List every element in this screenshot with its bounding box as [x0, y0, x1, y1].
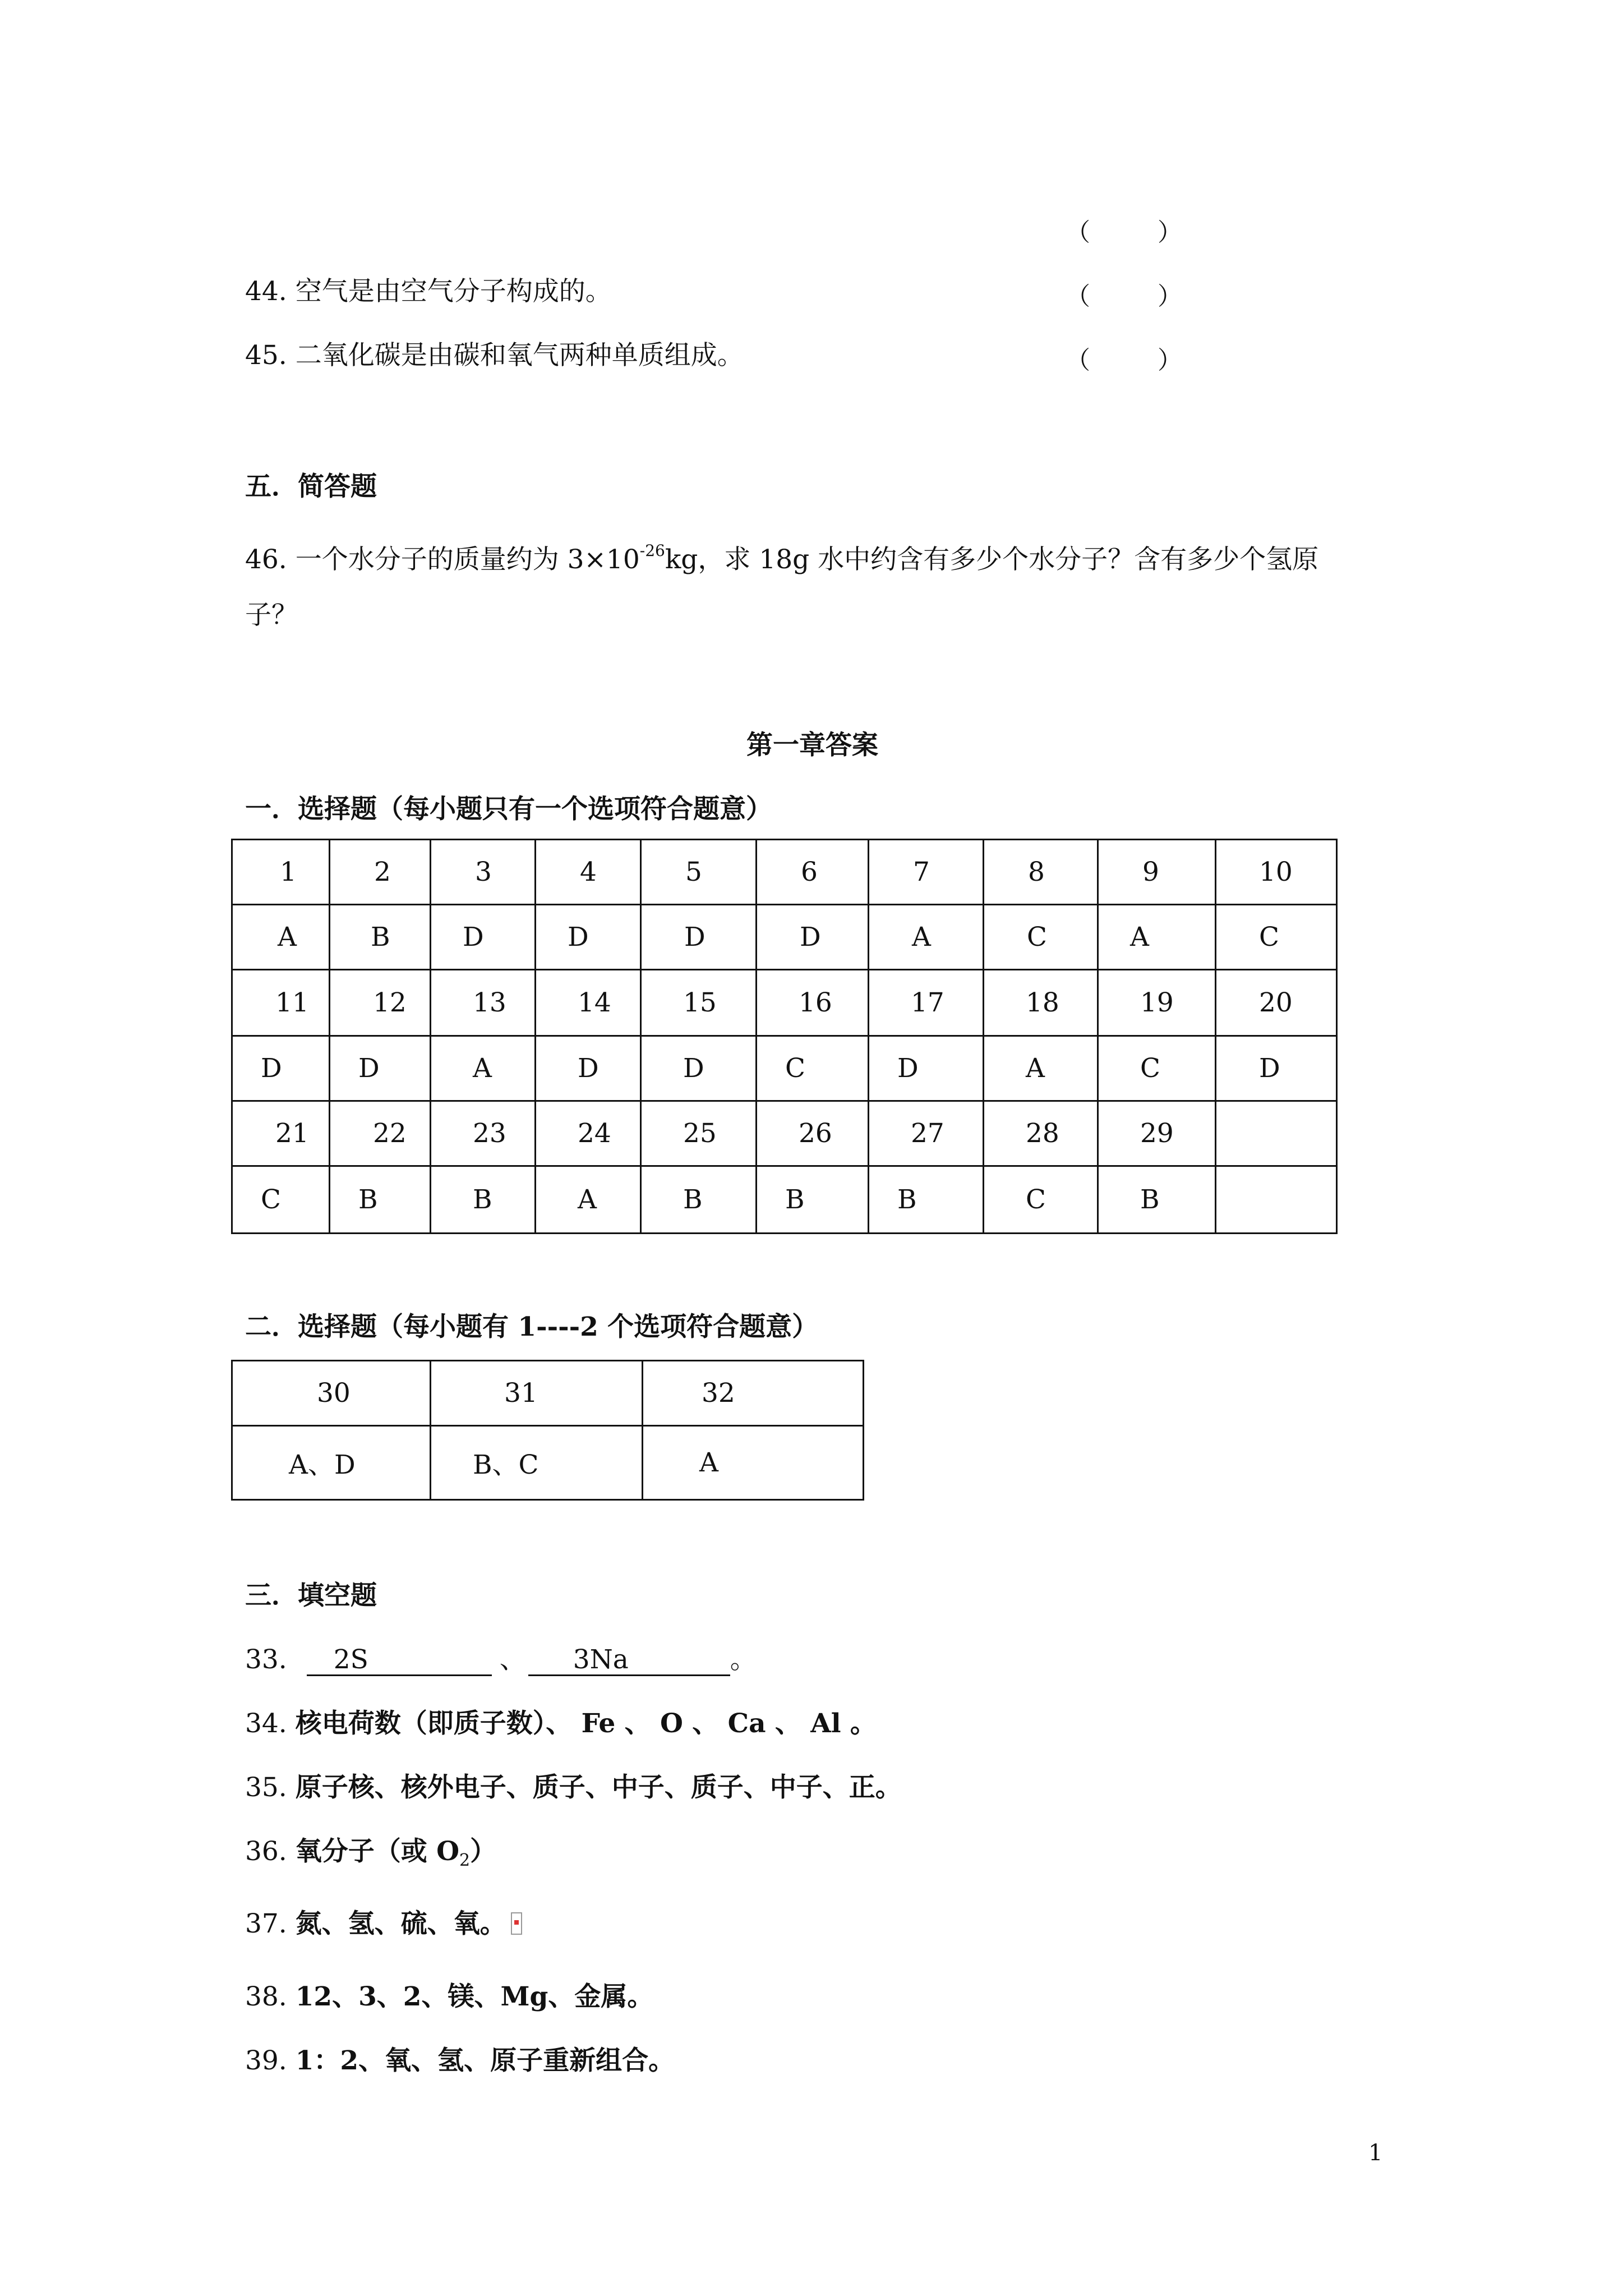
- table-cell: 20: [1216, 970, 1337, 1036]
- table-cell: 14: [536, 970, 641, 1036]
- table-cell: A、D: [232, 1426, 431, 1500]
- table-cell: 16: [757, 970, 869, 1036]
- table-cell: C: [757, 1036, 869, 1101]
- table-cell: 15: [641, 970, 757, 1036]
- question-text: 二氧化碳是由碳和氧气两种单质组成。: [295, 340, 744, 371]
- table-cell: D: [431, 905, 536, 970]
- table-cell: 13: [431, 970, 536, 1036]
- table-cell: D: [869, 1036, 984, 1101]
- table-cell: 22: [330, 1101, 431, 1166]
- answer-text: 原子核、核外电子、质子、中子、质子、中子、正。: [295, 1772, 902, 1803]
- answer-39: [245, 2044, 675, 2078]
- answer-36: [245, 1835, 496, 1878]
- paren-close: ）: [1158, 218, 1182, 247]
- answer-number: 33.: [245, 1644, 287, 1675]
- period: 。: [730, 1644, 757, 1675]
- paren-close: ）: [1158, 346, 1182, 375]
- page-number: 1: [1368, 2140, 1383, 2166]
- answer-number: 39.: [245, 2045, 287, 2076]
- question-number: 46.: [245, 544, 287, 575]
- table-cell: 17: [869, 970, 984, 1036]
- table-row: [232, 970, 1337, 1036]
- answers-section-1-heading: 一．选择题（每小题只有一个选项符合题意）: [245, 794, 772, 825]
- table-row: [232, 1166, 1337, 1234]
- question-number: 45.: [245, 340, 287, 371]
- answer-34: [245, 1707, 877, 1741]
- table-cell: B: [330, 905, 431, 970]
- question-45: [245, 339, 744, 372]
- table-cell: C: [232, 1166, 330, 1234]
- answer-text-a: 氧分子（或 O: [295, 1836, 460, 1867]
- table-cell: A: [1098, 905, 1216, 970]
- table-cell: 1: [232, 840, 330, 905]
- paren-open: （: [1066, 218, 1090, 247]
- table-cell: 29: [1098, 1101, 1216, 1166]
- table-cell: D: [757, 905, 869, 970]
- table-cell: 18: [984, 970, 1098, 1036]
- answer-33: [245, 1643, 757, 1677]
- table-cell: 8: [984, 840, 1098, 905]
- answer-paren-44: [1066, 276, 1182, 312]
- table-cell: A: [536, 1166, 641, 1234]
- table-cell: 3: [431, 840, 536, 905]
- table-row: [232, 1036, 1337, 1101]
- table-cell: D: [330, 1036, 431, 1101]
- table-cell: [1216, 1166, 1337, 1234]
- paren-close: ）: [1158, 282, 1182, 311]
- answer-number: 34.: [245, 1708, 287, 1739]
- answer-table-2: [231, 1360, 864, 1501]
- table-cell: 31: [431, 1361, 643, 1426]
- table-cell: B: [330, 1166, 431, 1234]
- separator: 、: [499, 1644, 526, 1675]
- table-cell: 9: [1098, 840, 1216, 905]
- question-46: [245, 534, 1318, 577]
- question-46-line2: 子？: [245, 600, 298, 631]
- table-cell: 30: [232, 1361, 431, 1426]
- answer-paren-45: [1066, 340, 1182, 376]
- answer-text-b: ）: [470, 1836, 497, 1867]
- table-cell: B: [1098, 1166, 1216, 1234]
- table-cell: A: [869, 905, 984, 970]
- table-cell: 12: [330, 970, 431, 1036]
- table-cell: A: [984, 1036, 1098, 1101]
- table-cell: 32: [643, 1361, 864, 1426]
- table-cell: B: [869, 1166, 984, 1234]
- blank-2: 3Na: [528, 1645, 730, 1676]
- table-cell: A: [431, 1036, 536, 1101]
- table-cell: 11: [232, 970, 330, 1036]
- table-cell: D: [1216, 1036, 1337, 1101]
- table-cell: A: [232, 905, 330, 970]
- question-text-part1: 一个水分子的质量约为 3×10: [295, 544, 640, 575]
- table-row: [232, 840, 1337, 905]
- answer-number: 37.: [245, 1908, 287, 1939]
- answer-text: 12、3、2、镁、Mg、金属。: [295, 1981, 654, 2012]
- table-cell: D: [536, 1036, 641, 1101]
- table-cell: D: [641, 1036, 757, 1101]
- table-cell: 26: [757, 1101, 869, 1166]
- table-cell: 5: [641, 840, 757, 905]
- table-cell: C: [984, 905, 1098, 970]
- table-cell: 28: [984, 1101, 1098, 1166]
- answer-38: [245, 1980, 653, 2014]
- answer-35: [245, 1771, 902, 1805]
- table-cell: D: [232, 1036, 330, 1101]
- table-cell: 6: [757, 840, 869, 905]
- answer-text: 氮、氢、硫、氧。: [295, 1908, 506, 1939]
- subscript: 2: [459, 1851, 471, 1870]
- table-cell: B: [757, 1166, 869, 1234]
- table-cell: C: [984, 1166, 1098, 1234]
- question-44: [245, 275, 612, 309]
- table-row: [232, 905, 1337, 970]
- table-cell: B: [641, 1166, 757, 1234]
- table-cell: 25: [641, 1101, 757, 1166]
- table-cell: 4: [536, 840, 641, 905]
- question-text-part2: kg，求 18g 水中约含有多少个水分子？含有多少个氢原: [665, 544, 1319, 575]
- paren-open: （: [1066, 282, 1090, 311]
- answers-title: 第一章答案: [746, 730, 878, 761]
- table-cell: D: [641, 905, 757, 970]
- table-cell: 2: [330, 840, 431, 905]
- table-cell: [1216, 1101, 1337, 1166]
- paren-open: （: [1066, 346, 1090, 375]
- question-text: 空气是由空气分子构成的。: [295, 276, 612, 307]
- answer-text: 核电荷数（即质子数）、 Fe 、 O 、 Ca 、 Al 。: [295, 1708, 877, 1739]
- answer-number: 36.: [245, 1836, 287, 1867]
- table-cell: C: [1098, 1036, 1216, 1101]
- table-row: [232, 1361, 864, 1426]
- blank-1: 2S: [307, 1645, 492, 1676]
- answer-number: 38.: [245, 1981, 287, 2012]
- table-cell: C: [1216, 905, 1337, 970]
- answer-paren-43: [1066, 212, 1182, 248]
- answers-section-2-heading: 二．选择题（每小题有 1----2 个选项符合题意）: [245, 1312, 819, 1342]
- table-cell: A: [643, 1426, 864, 1500]
- table-row: [232, 1426, 864, 1500]
- answer-number: 35.: [245, 1772, 287, 1803]
- table-cell: 7: [869, 840, 984, 905]
- table-row: [232, 1101, 1337, 1166]
- table-cell: 23: [431, 1101, 536, 1166]
- table-cell: 10: [1216, 840, 1337, 905]
- table-cell: 24: [536, 1101, 641, 1166]
- exponent: -26: [639, 541, 665, 560]
- table-cell: B、C: [431, 1426, 643, 1500]
- answer-37: [245, 1907, 522, 1941]
- question-number: 44.: [245, 276, 287, 307]
- table-cell: 19: [1098, 970, 1216, 1036]
- section-5-heading: 五．简答题: [245, 471, 377, 502]
- answer-table-1: [231, 839, 1338, 1234]
- answer-text: 1：2、氧、氢、原子重新组合。: [295, 2045, 675, 2076]
- answers-section-3-heading: 三．填空题: [245, 1580, 377, 1611]
- table-cell: 21: [232, 1101, 330, 1166]
- table-cell: B: [431, 1166, 536, 1234]
- table-cell: D: [536, 905, 641, 970]
- broken-image-icon: [511, 1912, 522, 1935]
- table-cell: 27: [869, 1101, 984, 1166]
